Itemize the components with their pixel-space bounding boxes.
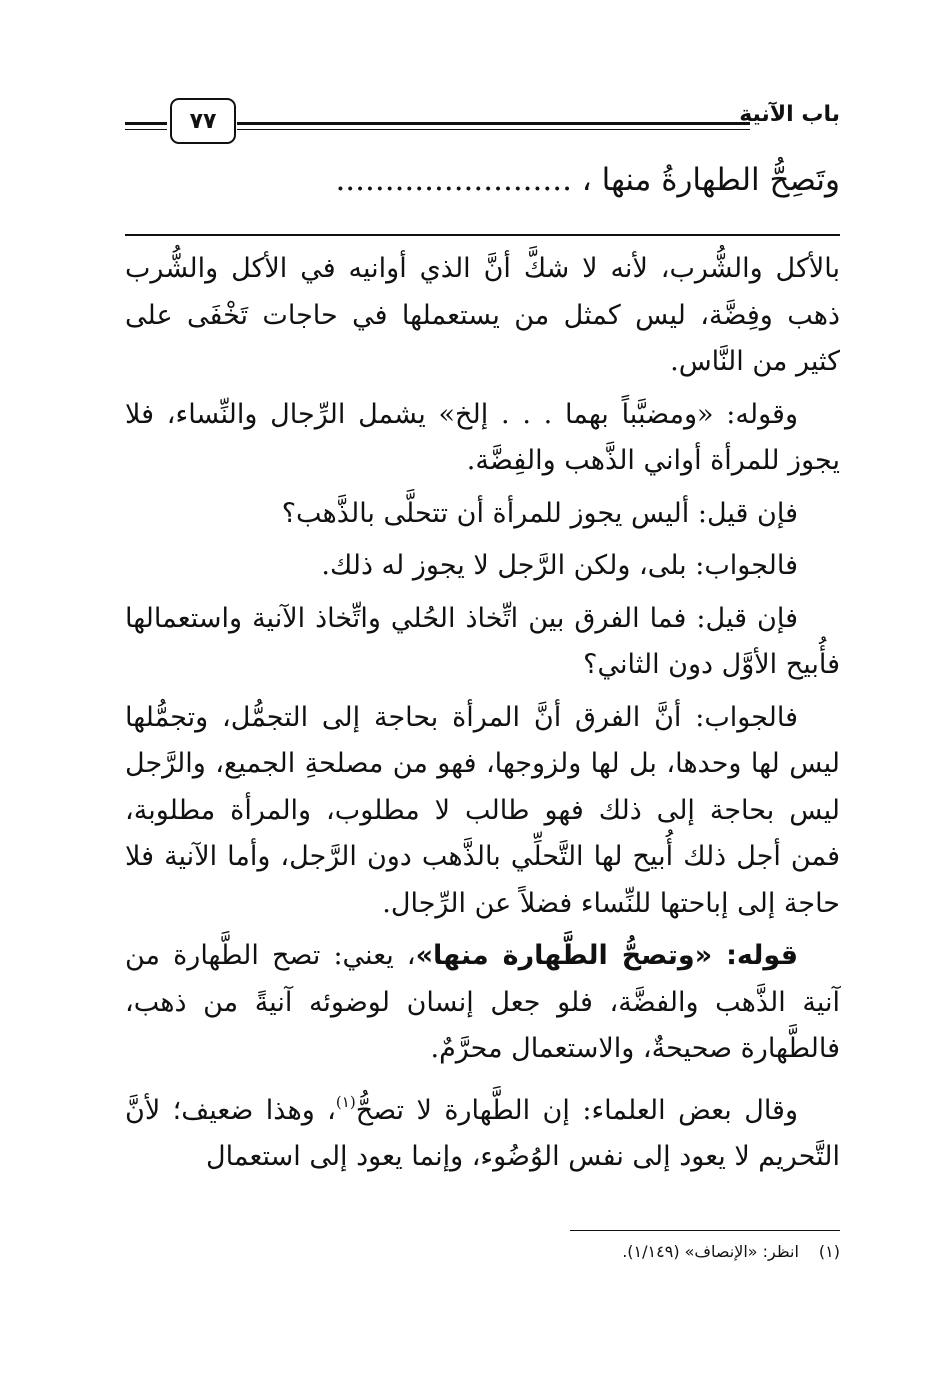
page-header [125,98,840,144]
paragraph-text: وقال بعض العلماء: إن الطَّهارة لا تصحُّ [355,1094,798,1126]
paragraph: فإن قيل: أليس يجوز للمرأة أن تتحلَّى بالذَّهب؟ [281,497,798,529]
footnote-text: انظر: «الإنصاف» (١/١٤٩). [622,1242,799,1261]
paragraph: بالأكل والشُّرب، لأنه لا شكَّ أنَّ الذي أوانيه في الأكل والشُّرب ذهب وفِضَّة، ليس كمثل من يستعملها في حاجات تَخْفَى على كثير من النَّاس. [125,253,840,377]
footnote [622,1242,840,1261]
paragraph-with-footnote [125,1079,840,1181]
matn-quote-explanation: ، يعني: تصح الطَّهارة من آنية الذَّهب والفضَّة، فلو جعل إنسان لوضوئه آنيةً من ذهب، فالطَّهارة صحيحةٌ، والاستعمال محرَّمٌ. [125,940,840,1064]
paragraph-matn-quote [125,933,840,1073]
matn-text: وتَصِحُّ الطهارةُ منها ، ........................ [335,162,840,198]
paragraph: فالجواب: بلى، ولكن الرَّجل لا يجوز له ذلك. [321,550,798,581]
paragraph: وقوله: «ومضبَّباً بهما . . . إلخ» يشمل الرِّجال والنِّساء، فلا يجوز للمرأة أواني الذَّهب والفِضَّة. [125,398,840,476]
header-rule [237,122,750,125]
header-rule-thin [237,129,750,130]
commentary-body [125,246,840,1187]
footnote-divider [570,1230,840,1231]
matn-quote-lead: قوله: «وتصحُّ الطَّهارة منها» [415,940,798,971]
footnote-number: (١) [818,1242,840,1261]
paragraph: فالجواب: أنَّ الفرق أنَّ المرأة بحاجة إلى التجمُّل، وتجمُّلها ليس لها وحدها، بل لها ولزوجها، فهو من مصلحةِ الجميع، والرَّجل ليس بحاجة إلى ذلك فهو طالب لا مطلوب، والمرأة مطلوبة، فمن أجل ذلك أُبيح لها التَّحلِّي بالذَّهب دون الرَّجل، وأما الآنية فلا حاجة إلى إباحتها للنِّساء فضلاً عن الرِّجال. [125,701,840,919]
footnote-reference[interactable]: (١) [335,1092,356,1111]
paragraph-text: ، وهذا ضعيف؛ لأنَّ التَّحريم لا يعود إلى نفس الوُضُوء، وإنما يعود إلى استعمال [125,1094,840,1172]
chapter-title: باب الآنية [739,102,840,127]
header-rule-left-thin [125,129,167,130]
page-number: ٧٧ [170,98,236,144]
header-rule-left [125,122,167,125]
paragraph: فإن قيل: فما الفرق بين اتِّخاذ الحُلي واتِّخاذ الآنية واستعمالها فأُبيح الأوَّل دون الثاني؟ [125,602,840,680]
matn-divider [125,234,840,236]
